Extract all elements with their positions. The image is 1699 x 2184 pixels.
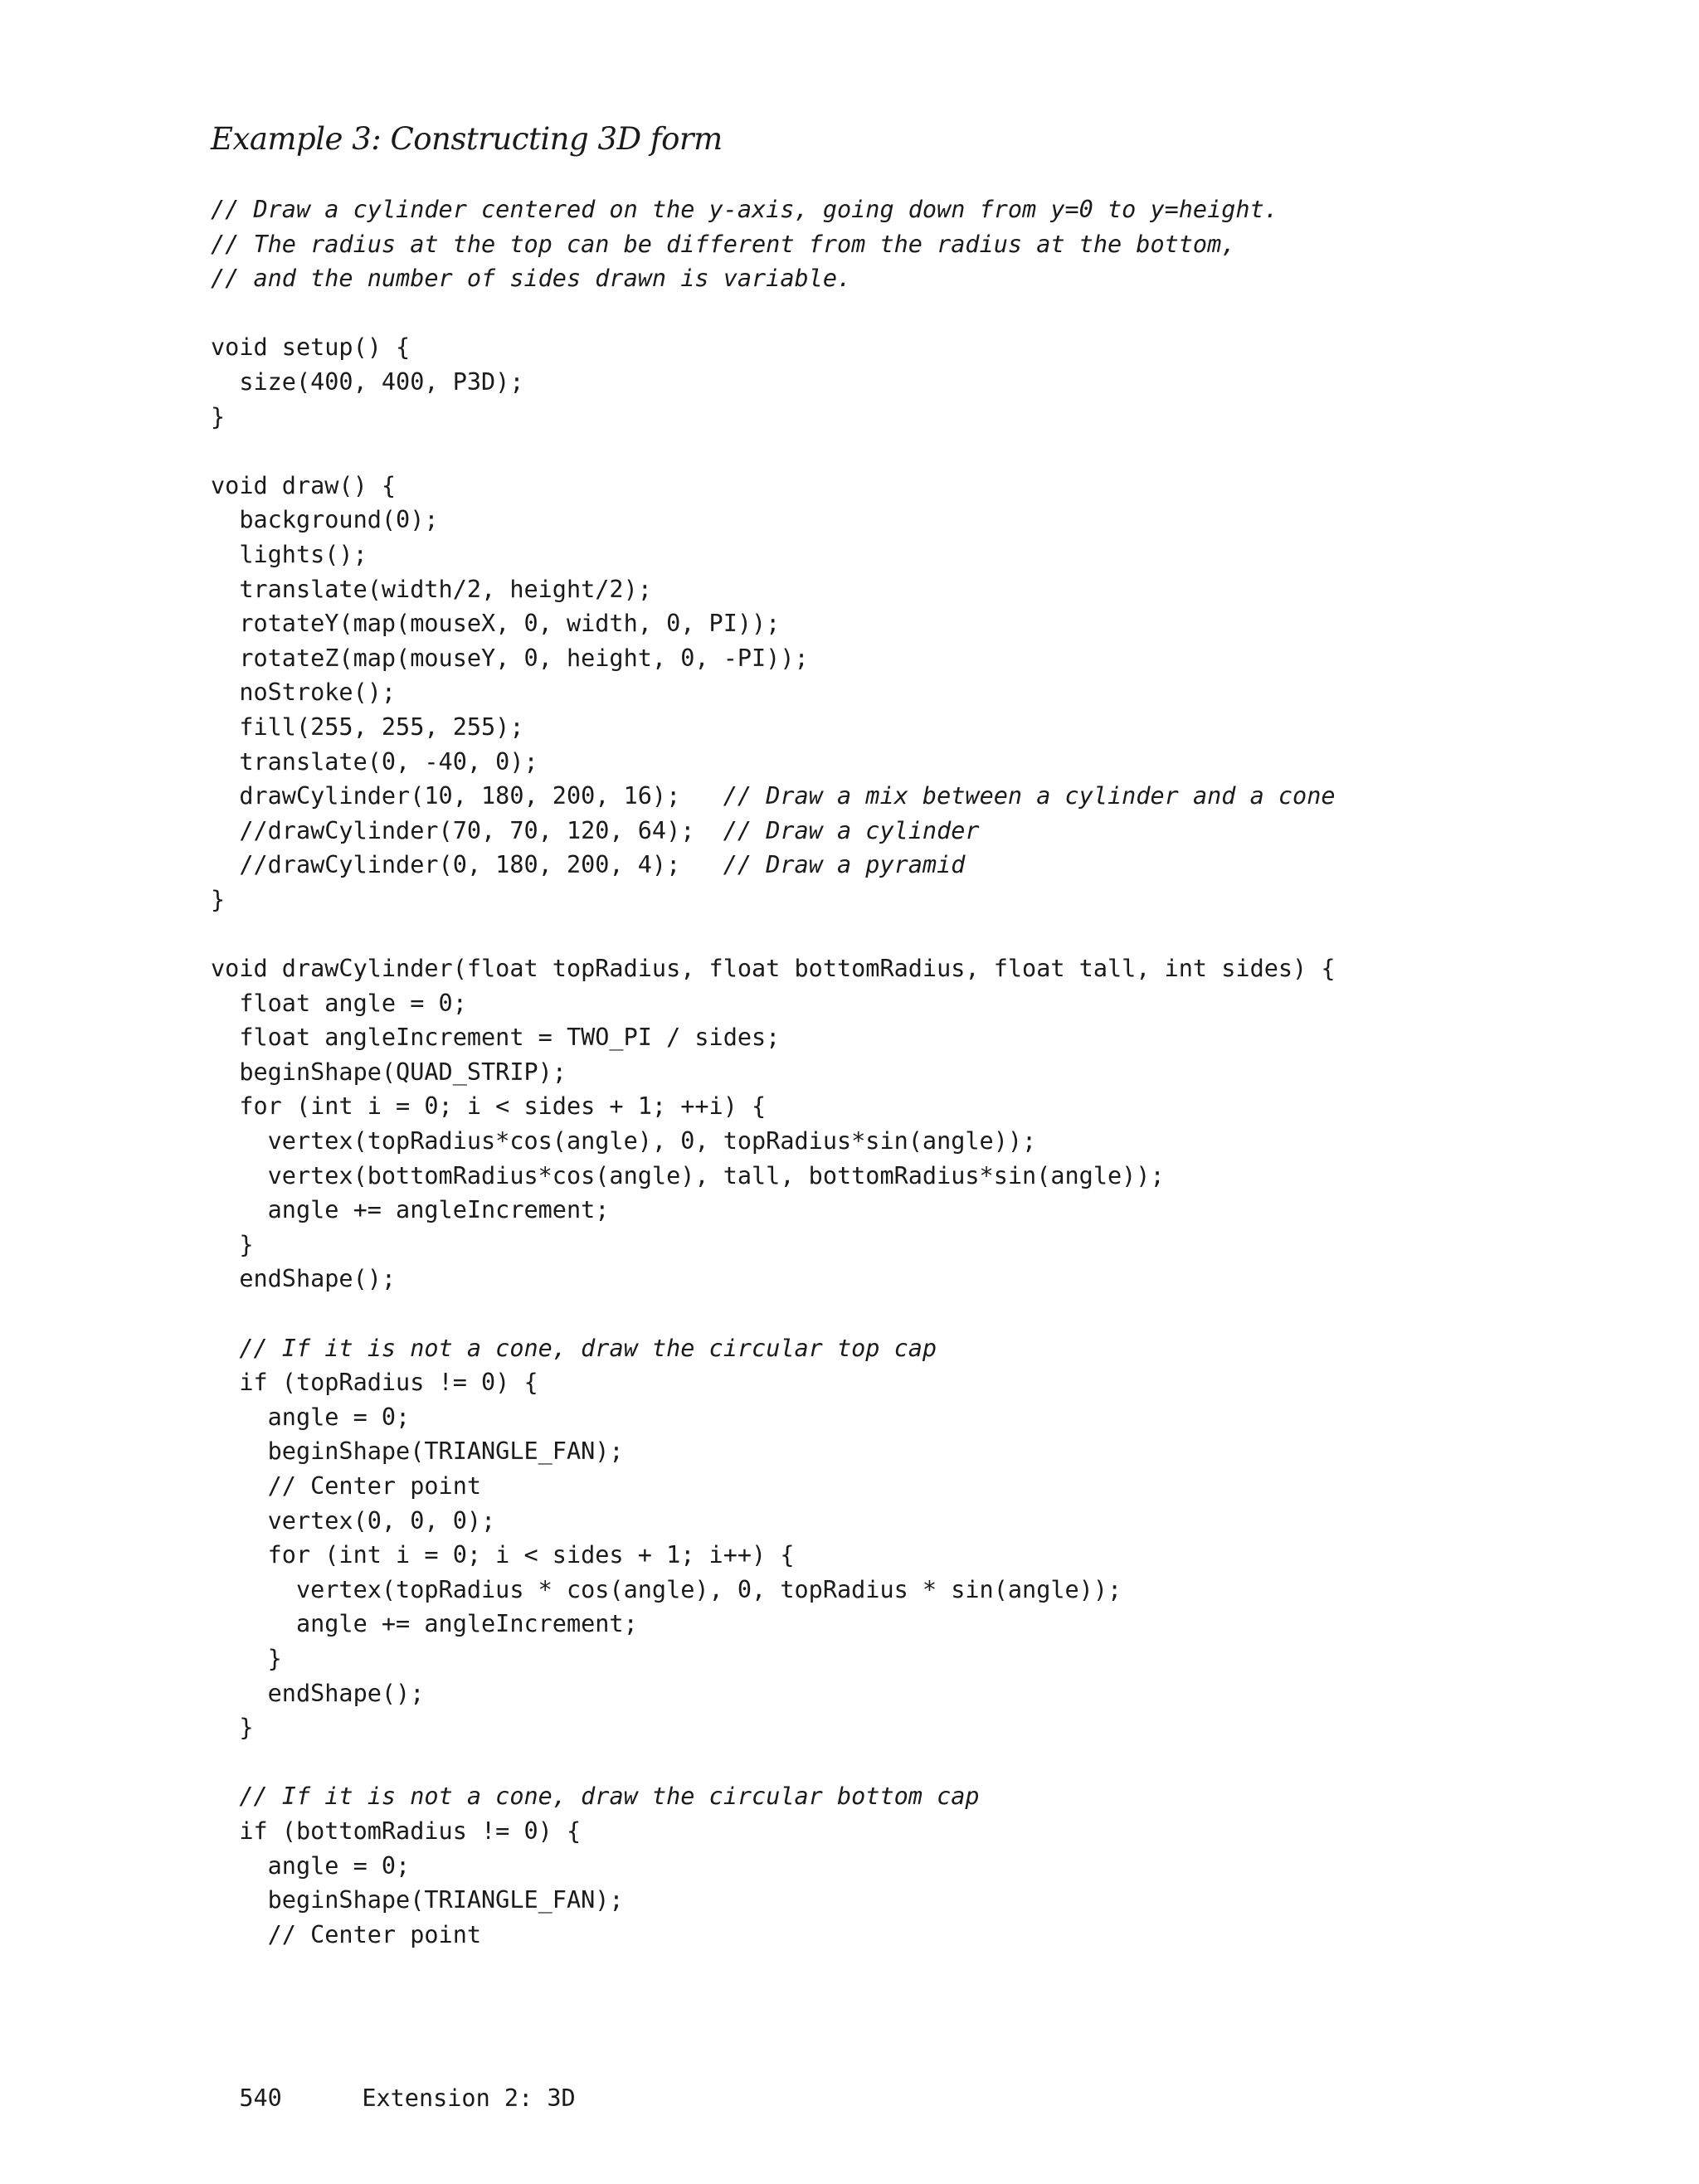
code-comment: // If it is not a cone, draw the circular top cap bbox=[239, 1334, 937, 1362]
code-text: noStroke(); bbox=[211, 679, 397, 707]
code-text: angle += angleIncrement; bbox=[211, 1196, 610, 1224]
code-line bbox=[211, 192, 1621, 227]
page-number: 540 bbox=[239, 2084, 282, 2112]
code-text: vertex(0, 0, 0); bbox=[211, 1506, 496, 1535]
code-text: translate(0, -40, 0); bbox=[211, 747, 538, 776]
code-line bbox=[211, 606, 1621, 641]
code-line bbox=[211, 1193, 1621, 1228]
code-text: rotateZ(map(mouseY, 0, height, 0, -PI)); bbox=[211, 644, 809, 672]
code-line bbox=[211, 1504, 1621, 1539]
code-text: angle = 0; bbox=[211, 1403, 411, 1431]
code-text: lights(); bbox=[211, 540, 368, 568]
code-line bbox=[211, 1434, 1621, 1469]
code-line bbox=[211, 1124, 1621, 1159]
code-line bbox=[211, 261, 1621, 296]
code-text: //drawCylinder(70, 70, 120, 64); bbox=[211, 816, 723, 844]
code-line bbox=[211, 296, 1621, 331]
code-line bbox=[211, 1469, 1621, 1504]
code-line bbox=[211, 365, 1621, 400]
code-comment: // Draw a cylinder centered on the y-axis, going down from y=0 to y=height. bbox=[211, 196, 1278, 223]
code-line bbox=[211, 1159, 1621, 1194]
code-line bbox=[211, 400, 1621, 435]
code-line bbox=[211, 1607, 1621, 1642]
code-line bbox=[211, 1710, 1621, 1745]
code-line bbox=[211, 1573, 1621, 1608]
code-text: float angle = 0; bbox=[211, 989, 467, 1017]
code-line bbox=[211, 1296, 1621, 1331]
code-text: size(400, 400, P3D); bbox=[211, 367, 524, 396]
code-text: beginShape(QUAD_STRIP); bbox=[211, 1058, 567, 1086]
code-comment: // If it is not a cone, draw the circular bottom cap bbox=[239, 1783, 980, 1811]
code-line bbox=[211, 1745, 1621, 1780]
code-line bbox=[211, 1642, 1621, 1676]
code-text: } bbox=[211, 402, 226, 430]
code-text: //drawCylinder(0, 180, 200, 4); bbox=[211, 851, 723, 879]
code-text: endShape(); bbox=[211, 1679, 425, 1707]
code-line bbox=[211, 1331, 1621, 1366]
code-line bbox=[211, 1849, 1621, 1884]
code-line bbox=[211, 572, 1621, 607]
code-text: } bbox=[211, 1714, 254, 1742]
code-text: background(0); bbox=[211, 506, 439, 534]
code-text: for (int i = 0; i < sides + 1; ++i) { bbox=[211, 1092, 767, 1121]
code-line bbox=[211, 1228, 1621, 1262]
code-text: beginShape(TRIANGLE_FAN); bbox=[211, 1437, 624, 1466]
code-line bbox=[211, 1020, 1621, 1055]
code-line bbox=[211, 1089, 1621, 1124]
code-text: } bbox=[211, 1644, 282, 1672]
code-text: void draw() { bbox=[211, 471, 397, 499]
code-line bbox=[211, 848, 1621, 883]
code-comment: // Draw a mix between a cylinder and a cone bbox=[723, 782, 1336, 810]
code-text: rotateY(map(mouseX, 0, width, 0, PI)); bbox=[211, 610, 781, 638]
code-line bbox=[211, 814, 1621, 849]
code-text: // Center point bbox=[211, 1920, 482, 1948]
code-line bbox=[211, 1918, 1621, 1953]
code-text: angle += angleIncrement; bbox=[211, 1610, 638, 1638]
code-text: } bbox=[211, 1230, 254, 1258]
code-comment: // The radius at the top can be different from the radius at the bottom, bbox=[211, 230, 1236, 258]
code-line bbox=[211, 1400, 1621, 1435]
code-text: angle = 0; bbox=[211, 1851, 411, 1880]
code-line bbox=[211, 779, 1621, 814]
code-line bbox=[211, 1262, 1621, 1296]
code-text: // Center point bbox=[211, 1471, 482, 1500]
code-text: beginShape(TRIANGLE_FAN); bbox=[211, 1886, 624, 1914]
code-line bbox=[211, 1365, 1621, 1400]
code-text bbox=[211, 1335, 239, 1362]
code-comment: // and the number of sides drawn is variable. bbox=[211, 265, 852, 293]
code-text: float angleIncrement = TWO_PI / sides; bbox=[211, 1024, 781, 1052]
code-text bbox=[211, 1783, 239, 1810]
code-line bbox=[211, 1883, 1621, 1918]
code-text: if (bottomRadius != 0) { bbox=[211, 1817, 582, 1845]
code-line bbox=[211, 917, 1621, 951]
code-line bbox=[211, 710, 1621, 745]
code-line bbox=[211, 330, 1621, 365]
code-comment: // Draw a pyramid bbox=[723, 851, 966, 879]
code-line bbox=[211, 434, 1621, 469]
code-line bbox=[211, 1055, 1621, 1090]
code-text: vertex(bottomRadius*cos(angle), tall, bottomRadius*sin(angle)); bbox=[211, 1161, 1165, 1189]
code-text: void drawCylinder(float topRadius, float bottomRadius, float tall, int sides) { bbox=[211, 955, 1336, 983]
code-line bbox=[211, 883, 1621, 917]
code-comment: // Draw a cylinder bbox=[723, 816, 980, 844]
code-text: vertex(topRadius * cos(angle), 0, topRadius * sin(angle)); bbox=[211, 1575, 1122, 1603]
code-text: fill(255, 255, 255); bbox=[211, 713, 524, 741]
page-title: Example 3: Constructing 3D form bbox=[211, 121, 723, 157]
code-line bbox=[211, 675, 1621, 710]
code-text: } bbox=[211, 885, 226, 913]
code-line bbox=[211, 951, 1621, 986]
code-text: for (int i = 0; i < sides + 1; i++) { bbox=[211, 1541, 795, 1569]
code-line bbox=[211, 1779, 1621, 1814]
code-line bbox=[211, 503, 1621, 537]
code-line bbox=[211, 469, 1621, 503]
code-text: translate(width/2, height/2); bbox=[211, 575, 652, 603]
code-line bbox=[211, 641, 1621, 676]
page-footer bbox=[211, 2049, 576, 2115]
code-text: endShape(); bbox=[211, 1265, 397, 1293]
code-listing bbox=[211, 192, 1621, 1952]
code-line bbox=[211, 986, 1621, 1021]
code-line bbox=[211, 745, 1621, 780]
code-text: drawCylinder(10, 180, 200, 16); bbox=[211, 782, 723, 810]
code-line bbox=[211, 227, 1621, 262]
code-text: vertex(topRadius*cos(angle), 0, topRadius*sin(angle)); bbox=[211, 1127, 1037, 1155]
running-footer-section: Extension 2: 3D bbox=[362, 2084, 576, 2112]
code-line bbox=[211, 1676, 1621, 1711]
code-text: if (topRadius != 0) { bbox=[211, 1369, 538, 1397]
code-line bbox=[211, 537, 1621, 572]
code-text: void setup() { bbox=[211, 333, 411, 362]
code-line bbox=[211, 1538, 1621, 1573]
code-line bbox=[211, 1814, 1621, 1849]
